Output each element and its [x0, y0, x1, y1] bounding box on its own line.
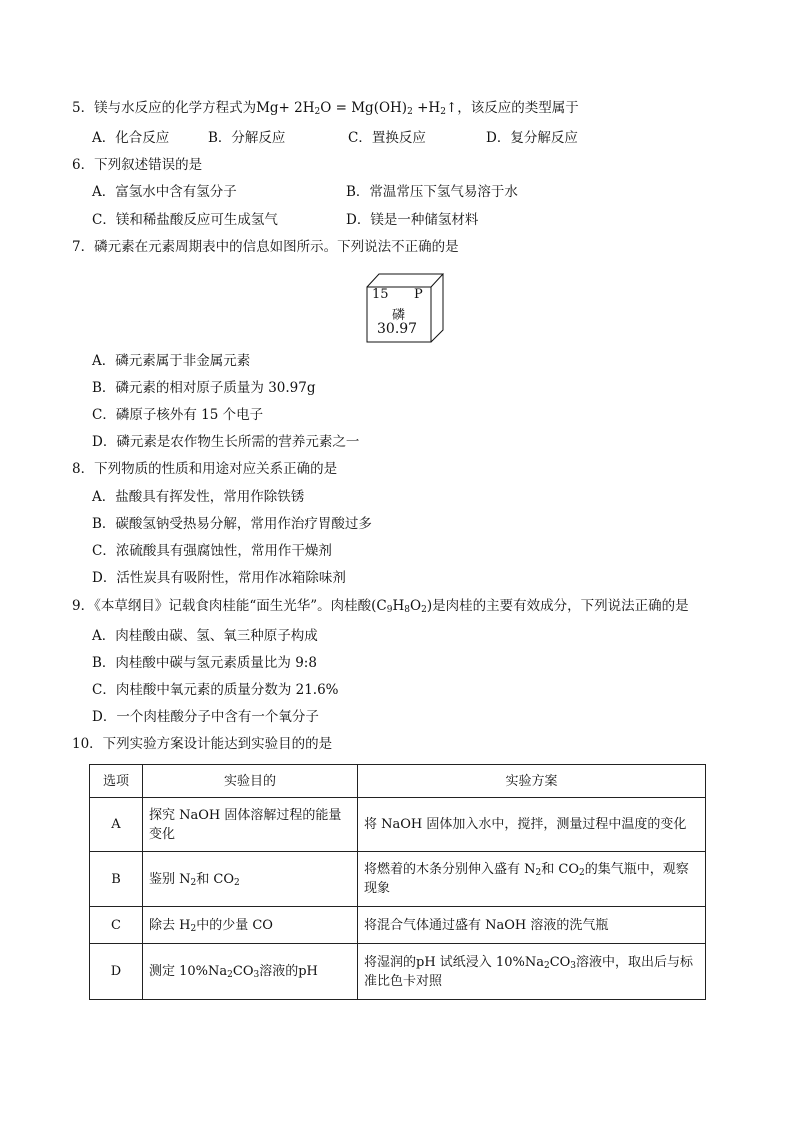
table-header-row — [90, 765, 706, 798]
q7-stem: 7．磷元素在元素周期表中的信息如图所示。下列说法不正确的是 — [72, 239, 459, 255]
q6-option-b: B．常温常压下氢气易溶于水 — [346, 184, 518, 200]
q10-stem: 10．下列实验方案设计能达到实验目的的是 — [72, 736, 333, 752]
experiment-table — [89, 764, 706, 1000]
table-row — [90, 907, 706, 944]
q8-option-a: A．盐酸具有挥发性，常用作除铁锈 — [92, 489, 305, 505]
table-row — [90, 798, 706, 852]
table-row — [90, 944, 706, 1000]
row-c-option: C — [90, 907, 143, 944]
q5-stem: 5．镁与水反应的化学方程式为$Mg+ 2H_2O = Mg(OH)_2$ $+H_2↑$，该反应的类型属于 — [72, 100, 579, 117]
q8-option-d: D．活性炭具有吸附性，常用作冰箱除味剂 — [92, 570, 346, 586]
q8-option-c: C．浓硫酸具有强腐蚀性，常用作干燥剂 — [92, 543, 332, 559]
q9-option-c: C．肉桂酸中氧元素的质量分数为 21.6% — [92, 682, 339, 698]
atomic-number: 15 — [372, 287, 389, 302]
row-d-goal: 测定 $10\%Na_2CO_3$溶液的pH — [143, 944, 358, 1000]
q8-option-b: B．碳酸氢钠受热易分解，常用作治疗胃酸过多 — [92, 516, 372, 532]
row-b-goal: 鉴别 $N_2$和 $CO_2$ — [143, 852, 358, 907]
q6-option-a: A．富氢水中含有氢分子 — [92, 184, 237, 200]
row-a-goal: 探究 NaOH 固体溶解过程的能量变化 — [143, 798, 358, 852]
q7-option-b: B．磷元素的相对原子质量为 30.97g — [92, 380, 316, 396]
row-a-plan: 将 NaOH 固体加入水中，搅拌，测量过程中温度的变化 — [358, 798, 706, 852]
q5-option-d: D．复分解反应 — [486, 130, 578, 146]
q9-option-d: D．一个肉桂酸分子中含有一个氧分子 — [92, 709, 319, 725]
row-b-option: B — [90, 852, 143, 907]
q8-stem: 8．下列物质的性质和用途对应关系正确的是 — [72, 461, 338, 477]
q5-option-b: B．分解反应 — [208, 130, 286, 146]
row-c-goal: 除去 $H_2$中的少量 CO — [143, 907, 358, 944]
header-goal: 实验目的 — [143, 765, 358, 798]
q6-stem: 6．下列叙述错误的是 — [72, 157, 203, 173]
q5-option-c: C．置换反应 — [348, 130, 426, 146]
q9-stem: 9．《本草纲目》记载食肉桂能“面生光华”。肉桂酸$(C_9H_8O_2)$是肉桂的主要有效成分，下列说法正确的是 — [72, 598, 689, 615]
q9-option-a: A．肉桂酸由碳、氢、氧三种原子构成 — [92, 628, 318, 644]
q7-option-d: D．磷元素是农作物生长所需的营养元素之一 — [92, 434, 360, 450]
header-option: 选项 — [90, 765, 143, 798]
row-a-option: A — [90, 798, 143, 852]
q6-option-d: D．镁是一种储氢材料 — [346, 212, 479, 228]
q5-option-a: A．化合反应 — [92, 130, 170, 146]
element-symbol: P — [414, 287, 423, 302]
q9-option-b: B．肉桂酸中碳与氢元素质量比为 9:8 — [92, 655, 317, 671]
q7-option-a: A．磷元素属于非金属元素 — [92, 353, 251, 369]
row-c-plan: 将混合气体通过盛有 NaOH 溶液的洗气瓶 — [358, 907, 706, 944]
q6-option-c: C．镁和稀盐酸反应可生成氢气 — [92, 212, 278, 228]
q7-option-c: C．磷原子核外有 15 个电子 — [92, 407, 264, 423]
row-b-plan: 将燃着的木条分别伸入盛有 $N_2$和 $CO_2$的集气瓶中，观察现象 — [358, 852, 706, 907]
row-d-option: D — [90, 944, 143, 1000]
header-plan: 实验方案 — [358, 765, 706, 798]
element-name: 磷 — [392, 308, 406, 323]
phosphorus-element-card — [365, 270, 445, 342]
table-row — [90, 852, 706, 907]
row-d-plan: 将湿润的pH 试纸浸入 $10\%Na_2CO_3$溶液中，取出后与标准比色卡对照 — [358, 944, 706, 1000]
atomic-mass: 30.97 — [377, 321, 418, 337]
